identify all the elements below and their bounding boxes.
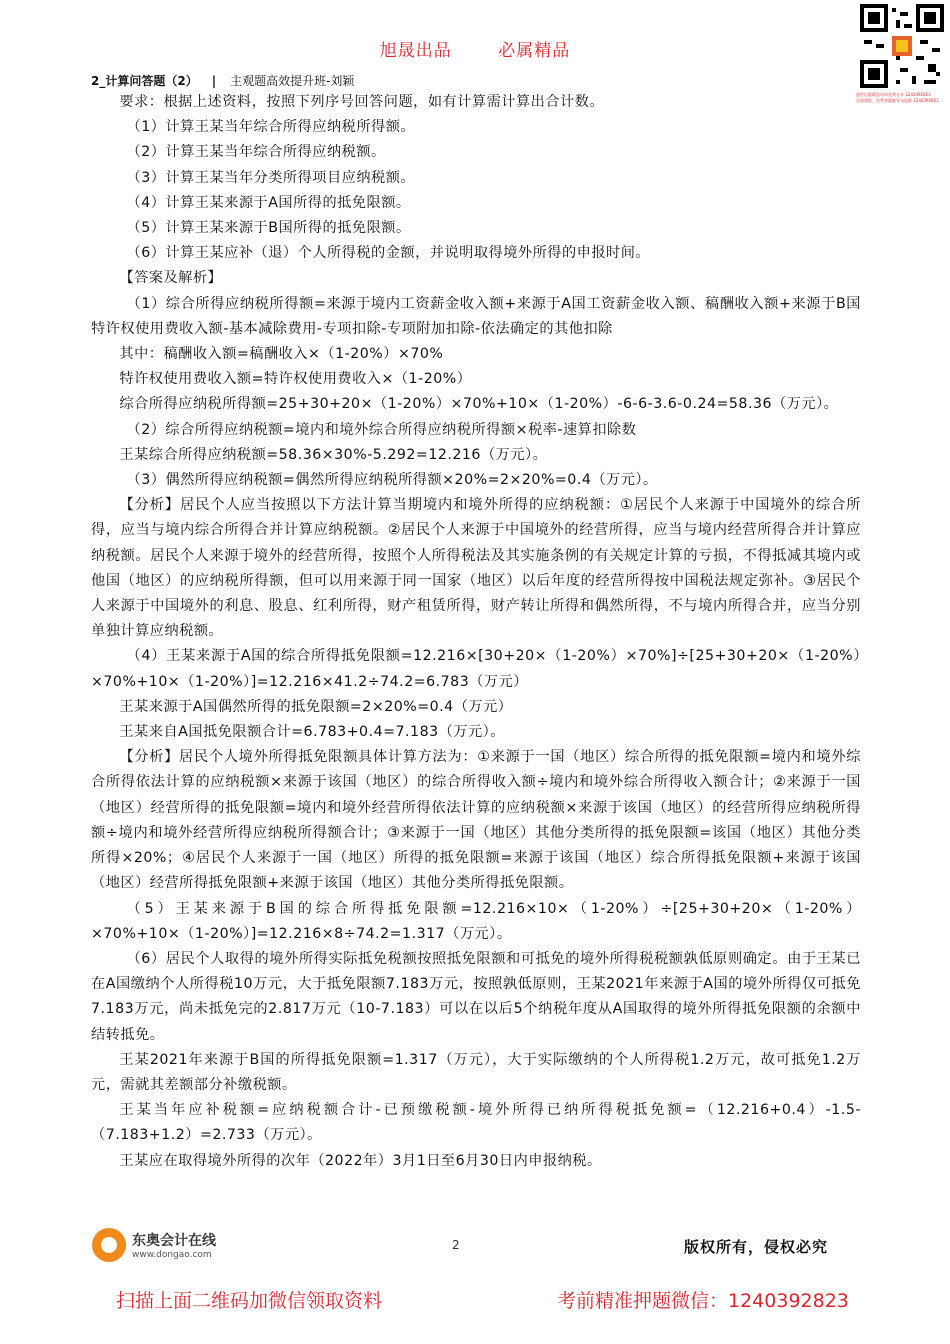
page-number: 2 [452, 1238, 460, 1252]
qr-caption-line2: 东奥课程，免费答疑辅导交流群 1240392823 [856, 98, 939, 103]
body-paragraph: （1）计算王某当年综合所得应纳税所得额。 [126, 119, 416, 136]
body-paragraph: （6）计算王某应补（退）个人所得税的金额，并说明取得境外所得的申报时间。 [126, 245, 651, 262]
course-name: 主观题高效提升班-刘颖 [230, 74, 355, 88]
body-paragraph: 要求：根据上述资料，按照下列序号回答问题，如有计算需计算出合计数。 [119, 94, 605, 110]
body-paragraph: 王某综合所得应纳税额=58.36×30%-5.292=12.216（万元）。 [119, 446, 548, 463]
promo-left-text: 扫描上面二维码加微信领取资料 [116, 1290, 383, 1312]
body-paragraph: 【分析】居民个人应当按照以下方法计算当期境内和境外所得的应纳税额：①居民个人来源于中国境外的综合所得，应当与境内综合所得合并计算应纳税额。②居民个人来源于中国境外的经营所得，应当与境内经营所得合并计算应纳税额。居民个人来源于境外的经营所得，按照个人所得税法及其实施条例的有关规定计算的亏损，不得抵减其境内或他国（地区）的应纳税所得额，但可以用来源于同一国家（地区）以后年度的经营所得按中国税法规定弥补。③居民个人来源于中国境外的利息、股息、红利所得，财产租赁所得，财产转让所得和偶然所得，不与境内所得合并，应当分别单独计算应纳税额。 [91, 497, 861, 640]
body-paragraph: （1）综合所得应纳税所得额=来源于境内工资薪金收入额+来源于A国工资薪金收入额、稿酬收入额+来源于B国特许权使用费收入额-基本减除费用-专项扣除-专项附加扣除-依法确定的其他扣除 [91, 295, 861, 337]
page-header [91, 72, 354, 89]
body-paragraph: 王某当年应补税额=应纳税额合计-已预缴税额-境外所得已纳所得税抵免额=（12.216+0.4）-1.5-（7.183+1.2）=2.733（万元）。 [91, 1102, 861, 1144]
body-paragraph: 王某应在取得境外所得的次年（2022年）3月1日至6月30日内申报纳税。 [119, 1152, 602, 1169]
body-paragraph: （5）王某来源于B国的综合所得抵免限额=12.216×10×（1-20%）÷[25+30+20×（1-20%）×70%+10×（1-20%）]=12.216×8÷74.2=1.317（万元）。 [91, 900, 861, 942]
logo-url: www.dongao.com [132, 1250, 212, 1260]
copyright-notice: 版权所有，侵权必究 [684, 1238, 829, 1256]
qr-caption-line1: 盛世出版精品资料免费分享 1240392823 [856, 92, 931, 97]
body-paragraph: （4）计算王某来源于A国所得的抵免限额。 [126, 194, 411, 211]
qr-code-icon [860, 4, 944, 88]
body-paragraph: 【分析】居民个人境外所得抵免限额具体计算方法为：①来源于一国（地区）综合所得的抵免限额=境内和境外综合所得依法计算的应纳税额×来源于该国（地区）的综合所得收入额÷境内和境外综合所得收入额合计；②来源于一国（地区）经营所得的抵免限额=境内和境外经营所得依法计算的应纳税额×来源于该国（地区）的经营所得应纳税所得额÷境内和境外经营所得应纳税所得额合计；③来源于一国（地区）其他分类所得的抵免限额=该国（地区）其他分类所得×20%；④居民个人来源于一国（地区）所得的抵免限额=来源于该国（地区）综合所得抵免限额+来源于该国（地区）经营所得抵免限额+来源于该国（地区）其他分类所得抵免限额。 [91, 749, 861, 892]
body-paragraph: （2）计算王某当年综合所得应纳税额。 [126, 144, 386, 161]
qr-code-image [860, 4, 944, 88]
body-paragraph: （2）综合所得应纳税额=境内和境外综合所得应纳税所得额×税率-速算扣除数 [126, 421, 637, 438]
dongao-logo-icon [92, 1228, 126, 1262]
brand-right-text: 必属精品 [498, 41, 571, 61]
body-paragraph: （3）计算王某当年分类所得项目应纳税额。 [126, 169, 416, 186]
promo-right-text: 考前精准押题微信：1240392823 [557, 1290, 849, 1312]
body-paragraph: 王某来源于A国偶然所得的抵免限额=2×20%=0.4（万元） [119, 698, 513, 715]
body-paragraph: 特许权使用费收入额=特许权使用费收入×（1-20%） [119, 371, 472, 388]
header-separator: | [211, 74, 217, 88]
brand-banner [0, 36, 950, 61]
body-paragraph: （5）计算王某来源于B国所得的抵免限额。 [126, 220, 411, 237]
section-title: 2_计算问答题（2） [91, 74, 198, 88]
footer-logo [92, 1228, 216, 1262]
body-paragraph: （4）王某来源于A国的综合所得抵免限额=12.216×[30+20×（1-20%）×70%]÷[25+30+20×（1-20%）×70%+10×（1-20%）]=12.216×41.2÷74.2=6.783（万元） [91, 648, 861, 690]
body-paragraph: 综合所得应纳税所得额=25+30+20×（1-20%）×70%+10×（1-20%）-6-6-3.6-0.24=58.36（万元）。 [119, 396, 839, 413]
brand-left-text: 旭晟出品 [379, 41, 452, 61]
logo-name: 东奥会计在线 [132, 1233, 216, 1249]
body-paragraph: 其中：稿酬收入额=稿酬收入×（1-20%）×70% [119, 346, 444, 363]
body-paragraph: （3）偶然所得应纳税额=偶然所得应纳税所得额×20%=2×20%=0.4（万元）。 [126, 472, 658, 489]
body-paragraph: （6）居民个人取得的境外所得实际抵免税额按照抵免限额和可抵免的境外所得税税额孰低原则确定。由于王某已在A国缴纳个人所得税10万元，大于抵免限额7.183万元，按照孰低原则，王某2021年来源于A国的境外所得仅可抵免7.183万元，尚未抵免完的2.817万元（10-7.183）可以在以后5个纳税年度从A国取得的境外所得抵免限额的余额中结转抵免。 [91, 950, 861, 1043]
body-paragraph: 【答案及解析】 [119, 270, 223, 287]
body-paragraph: 王某2021年来源于B国的所得抵免限额=1.317（万元），大于实际缴纳的个人所得税1.2万元，故可抵免1.2万元，需就其差额部分补缴税额。 [91, 1051, 861, 1093]
body-paragraph: 王某来自A国抵免限额合计=6.783+0.4=7.183（万元）。 [119, 724, 505, 741]
document-body [91, 90, 861, 1174]
qr-caption [856, 92, 946, 104]
